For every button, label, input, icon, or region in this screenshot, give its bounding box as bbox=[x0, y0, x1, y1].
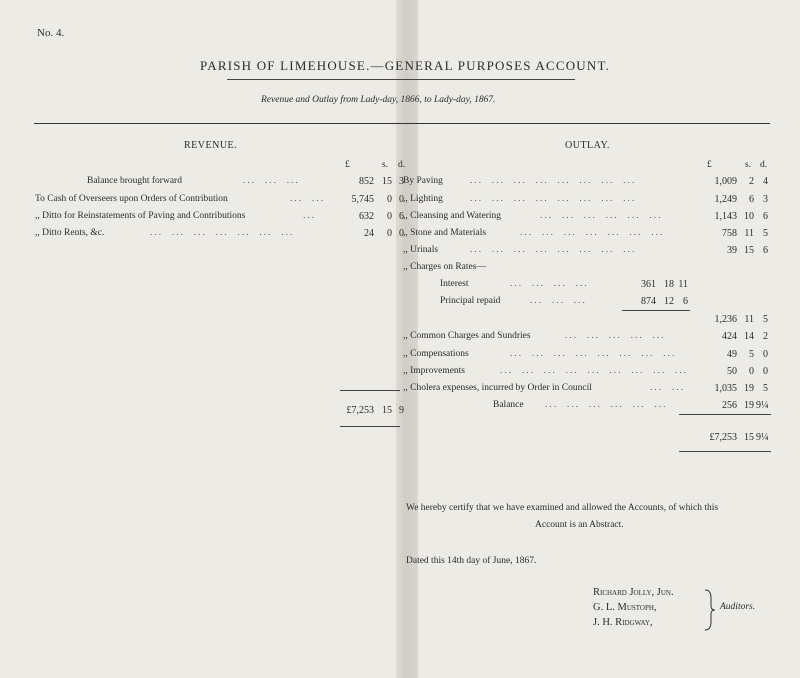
outlay-col-shillings: s. bbox=[745, 160, 752, 170]
charges-total-pounds: 1,236 bbox=[714, 314, 737, 325]
outlay-row-shillings: 10 bbox=[744, 211, 754, 222]
outlay-row-pence: 2 bbox=[763, 331, 768, 342]
principal-pounds: 874 bbox=[641, 296, 656, 307]
revenue-total-pounds: £7,253 bbox=[346, 405, 374, 416]
revenue-row-shillings: 0 bbox=[387, 228, 392, 239]
leader-dots: ... ... ... ... ... ... bbox=[545, 400, 668, 410]
outlay-row-pounds: 39 bbox=[727, 245, 737, 256]
certificate-line-2: Account is an Abstract. bbox=[535, 520, 624, 530]
outlay-total-shillings: 15 bbox=[744, 432, 754, 443]
leader-dots: ... ... ... ... ... ... ... ... bbox=[470, 245, 637, 255]
auditors-role: Auditors. bbox=[720, 602, 756, 612]
balance-pounds: 256 bbox=[722, 400, 737, 411]
revenue-col-pounds: £ bbox=[345, 160, 350, 170]
auditors-brace-icon bbox=[703, 588, 717, 632]
outlay-row-pence: 5 bbox=[763, 383, 768, 394]
outlay-row-pounds: 1,143 bbox=[714, 211, 737, 222]
charges-heading: ,, Charges on Rates— bbox=[403, 262, 486, 272]
leader-dots: ... ... ... ... ... bbox=[565, 331, 666, 341]
principal-label: Principal repaid bbox=[440, 296, 501, 306]
outlay-heading: OUTLAY. bbox=[565, 140, 610, 151]
outlay-row-label: ,, Stone and Materials bbox=[403, 228, 487, 238]
revenue-row-pence: 0 bbox=[399, 228, 404, 239]
interest-label: Interest bbox=[440, 279, 469, 289]
revenue-row-shillings: 0 bbox=[387, 194, 392, 205]
revenue-row-label: To Cash of Overseers upon Orders of Contribution bbox=[35, 194, 228, 204]
revenue-row-label: ,, Ditto Rents, &c. bbox=[35, 228, 105, 238]
leader-dots: ... ... ... ... ... ... ... ... bbox=[510, 349, 677, 359]
document-subtitle: Revenue and Outlay from Lady-day, 1866, to Lady-day, 1867. bbox=[261, 95, 496, 105]
outlay-row-shillings: 5 bbox=[749, 349, 754, 360]
outlay-row-pounds: 1,249 bbox=[714, 194, 737, 205]
leader-dots: ... ... ... bbox=[530, 296, 587, 306]
outlay-col-pounds: £ bbox=[707, 160, 712, 170]
outlay-row-label: ,, Improvements bbox=[403, 366, 466, 376]
revenue-total-rule-top bbox=[340, 390, 400, 391]
outlay-total-rule-bottom bbox=[679, 451, 771, 452]
balance-pence: 9¼ bbox=[756, 400, 769, 411]
revenue-row-label: Balance brought forward bbox=[87, 176, 182, 186]
outlay-row-label: ,, Lighting bbox=[403, 194, 443, 204]
certificate-line-1: We hereby certify that we have examined and allowed the Accounts, of which this bbox=[406, 503, 719, 513]
revenue-col-pence: d. bbox=[398, 160, 406, 170]
charges-total-shillings: 11 bbox=[744, 314, 754, 325]
auditor-name: Richard Jolly, Jun. bbox=[593, 587, 674, 598]
outlay-row-shillings: 6 bbox=[749, 194, 754, 205]
balance-shillings: 19 bbox=[744, 400, 754, 411]
revenue-row-label: ,, Ditto for Reinstatements of Paving and Contributions bbox=[35, 211, 246, 221]
revenue-row-pence: 0 bbox=[399, 194, 404, 205]
leader-dots: ... ... ... ... bbox=[510, 279, 589, 289]
revenue-row-pence: 3 bbox=[399, 176, 404, 187]
outlay-row-pence: 5 bbox=[763, 228, 768, 239]
outlay-total-rule-top bbox=[679, 414, 771, 415]
interest-pounds: 361 bbox=[641, 279, 656, 290]
outlay-row-shillings: 11 bbox=[744, 228, 754, 239]
revenue-total-pence: 9 bbox=[399, 405, 404, 416]
outlay-total-pounds: £7,253 bbox=[709, 432, 737, 443]
outlay-col-pence: d. bbox=[760, 160, 768, 170]
leader-dots: ... ... ... ... ... ... ... bbox=[520, 228, 665, 238]
outlay-total-pence: 9¼ bbox=[756, 432, 769, 443]
charges-subtotal-rule bbox=[622, 310, 690, 311]
outlay-row-pounds: 1,035 bbox=[714, 383, 737, 394]
outlay-row-shillings: 15 bbox=[744, 245, 754, 256]
outlay-row-pence: 6 bbox=[763, 211, 768, 222]
revenue-heading: REVENUE. bbox=[184, 140, 238, 151]
outlay-row-label: ,, Cleansing and Watering bbox=[403, 211, 501, 221]
revenue-row-pounds: 24 bbox=[364, 228, 374, 239]
title-rule bbox=[227, 79, 575, 80]
leader-dots: ... ... bbox=[650, 383, 685, 393]
revenue-total-rule-bottom bbox=[340, 426, 400, 427]
revenue-row-pence: 6 bbox=[399, 211, 404, 222]
leader-dots: ... ... ... ... ... ... bbox=[540, 211, 663, 221]
outlay-row-pounds: 49 bbox=[727, 349, 737, 360]
outlay-row-shillings: 2 bbox=[749, 176, 754, 187]
outlay-row-shillings: 19 bbox=[744, 383, 754, 394]
outlay-row-pounds: 1,009 bbox=[714, 176, 737, 187]
outlay-row-pounds: 50 bbox=[727, 366, 737, 377]
certificate-date: Dated this 14th day of June, 1867. bbox=[406, 556, 537, 566]
document-number: No. 4. bbox=[37, 27, 65, 39]
leader-dots: ... bbox=[303, 211, 317, 221]
principal-shillings: 12 bbox=[664, 296, 674, 307]
outlay-row-pence: 6 bbox=[763, 245, 768, 256]
leader-dots: ... ... ... ... ... ... ... ... ... bbox=[500, 366, 689, 376]
auditor-name: J. H. Ridgway, bbox=[593, 617, 653, 628]
outlay-row-shillings: 0 bbox=[749, 366, 754, 377]
revenue-row-shillings: 15 bbox=[382, 176, 392, 187]
outlay-row-pounds: 758 bbox=[722, 228, 737, 239]
outlay-row-label: ,, Urinals bbox=[403, 245, 439, 255]
leader-dots: ... ... ... bbox=[243, 176, 300, 186]
outlay-row-pence: 3 bbox=[763, 194, 768, 205]
leader-dots: ... ... ... ... ... ... ... bbox=[150, 228, 295, 238]
charges-total-pence: 5 bbox=[763, 314, 768, 325]
outlay-row-pence: 0 bbox=[763, 349, 768, 360]
document-title: PARISH OF LIMEHOUSE.—GENERAL PURPOSES ACCOUNT. bbox=[200, 58, 611, 73]
principal-pence: 6 bbox=[683, 296, 688, 307]
outlay-row-label: ,, Common Charges and Sundries bbox=[403, 331, 531, 341]
auditor-name: G. L. Mustoph, bbox=[593, 602, 657, 613]
outlay-row-shillings: 14 bbox=[744, 331, 754, 342]
outlay-row-pounds: 424 bbox=[722, 331, 737, 342]
revenue-row-pounds: 852 bbox=[359, 176, 374, 187]
interest-pence: 11 bbox=[678, 279, 688, 290]
leader-dots: ... ... ... ... ... ... ... ... bbox=[470, 194, 637, 204]
outlay-row-pence: 4 bbox=[763, 176, 768, 187]
revenue-row-pounds: 632 bbox=[359, 211, 374, 222]
leader-dots: ... ... bbox=[290, 194, 325, 204]
revenue-row-pounds: 5,745 bbox=[351, 194, 374, 205]
balance-label: Balance bbox=[493, 400, 524, 410]
revenue-row-shillings: 0 bbox=[387, 211, 392, 222]
interest-shillings: 18 bbox=[664, 279, 674, 290]
outlay-row-label: ,, Cholera expenses, incurred by Order in Council bbox=[403, 383, 592, 393]
leader-dots: ... ... ... ... ... ... ... ... bbox=[470, 176, 637, 186]
outlay-row-label: ,, Compensations bbox=[403, 349, 469, 359]
outlay-row-pence: 0 bbox=[763, 366, 768, 377]
outlay-row-label: By Paving bbox=[403, 176, 443, 186]
revenue-col-shillings: s. bbox=[382, 160, 389, 170]
revenue-total-shillings: 15 bbox=[382, 405, 392, 416]
header-rule bbox=[34, 123, 770, 124]
